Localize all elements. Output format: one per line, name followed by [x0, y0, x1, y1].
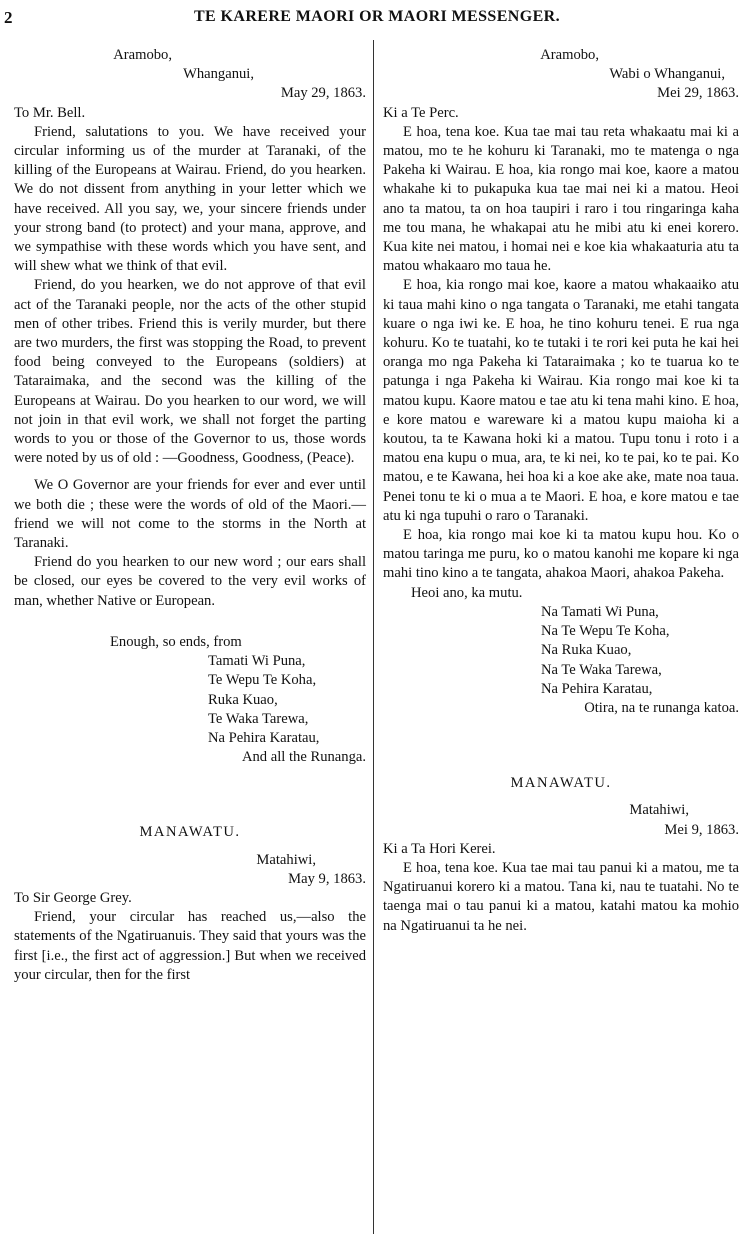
letter-paragraph: Friend, do you hearken, we do not approve of that evil act of the Taranaki people, nor the acts of the other stupid men of other tribes. Friend this is verily murder, but there are two murders, the first was stopping the Road, to prevent food being conveyed to the Europeans (soldiers) at Tataraimaka, and the second was the killing of the Europeans at Wairau. Do you hearken to our word, we will not join in that evil work, we shall not forget the parting words to you or those of the Governor to us, those words were noted by us of old : —Goodness, Goodness, (Peace). [14, 277, 366, 467]
letter-paragraph: E hoa, tena koe. Kua tae mai tau reta whakaatu mai ki a matou, mo te he kohuru ki Taranaki, mo te matenga o nga Pakeha ki Wairau. E hoa, kia rongo mai koe, kaore a matou whakahe ki to pukapuka kua tae mai nei ki a matou. Heoi ano ta matou, ta on hoa taupiri i raro i tou ringaringa kaha me tou mana, he whakapai atu he mibi atu ki enei korero. Kua kite nei matou, i homai nei e koe kia whakaaturia atu ta matou whakaaro mo taua he. [383, 123, 739, 275]
letter-closing: Enough, so ends, from [110, 633, 242, 650]
letter-place-line-2: Wabi o Whanganui, [609, 66, 725, 83]
english-column [14, 46, 366, 985]
letter-place: Matahiwi, [256, 851, 316, 868]
letter-salutation: Ki a Ta Hori Kerei. [383, 840, 496, 857]
letter-paragraph: E hoa, kia rongo mai koe ki ta matou kupu hou. Ko o matou taringa me puru, ko o matou kanohi me kopare ki nga mahi tino kino a te tangata, ahakoa Maori, ahakoa Pakeha. [383, 527, 739, 582]
maori-column [383, 46, 739, 936]
page-number: 2 [4, 8, 13, 27]
signatory: Te Wepu Te Koha, [208, 672, 317, 689]
letter-place-line-2: Whanganui, [183, 66, 254, 83]
signatory: Ruka Kuao, [208, 691, 278, 708]
letter-salutation: Ki a Te Perc. [383, 104, 459, 121]
letter-place-line-1: Aramobo, [540, 47, 599, 63]
letter-paragraph: E hoa, tena koe. Kua tae mai tau panui ki a matou, me ta Ngatiruanui korero ki a matou. Tana ki, nau te tuatahi. No te taenga mai o tau panui ki a matou, katahi matou ka mohio na Ngatiruanui ta he nei. [383, 859, 739, 934]
signatory: Na Tamati Wi Puna, [541, 603, 659, 620]
letter-paragraph: Friend, salutations to you. We have received your circular informing us of the murder at Taranaki, of the killing of the Europeans at Wairau. Friend, do you hearken. We do not dissent from anything in your letter which we have received. All you say, we, your sincere friends under your strong band (to protect) and your mana, approve, and we sympathise with these words which you have sent, and will shew what we think of that evil. [14, 123, 366, 275]
signatory: Na Te Wepu Te Koha, [541, 623, 670, 640]
letter-place: Matahiwi, [629, 802, 689, 819]
letter-salutation: To Mr. Bell. [14, 104, 86, 121]
section-heading: MANAWATU. [139, 824, 241, 841]
page-header [0, 4, 754, 34]
signatory: Na Pehira Karatau, [208, 729, 320, 746]
signatory-runanga: And all the Runanga. [241, 749, 366, 766]
signatory-runanga: Otira, na te runanga katoa. [584, 699, 739, 716]
section-heading: MANAWATU. [510, 775, 612, 792]
letter-paragraph: E hoa, kia rongo mai koe, kaore a matou whakaaiko atu ki taua mahi kino o nga tangata o Taranaki, me etahi tangata kuare o nga iwi ke. E hoa, he tino kohuru tenei. E rua nga kohuru. Ko te tuatahi, ko te tutaki i te rori kei puta he kai hei oranga mo nga Pakeha ki Tataraimaka ; ko te tuarua ko te patunga i nga Pakeha ki Wairau. Kia rongo mai koe ki ta matou kupu. Kaore matou e tae atu ki tena mahi kino. E hoa, e kore matou e wareware ki a matou kupu maioha ki a koutou, ta te Kawana hoki ki a matou. Tupu tonu i roto i a matou ena kupu o mua, ara, te ki nei, ko te pai, ko te pai. Ko matou, e te Kawana, hei hoa ki a koe ake ake, mate noa taua. Penei tonu te ki o mua a te Maori. E hoa, e kore matou e tae atu ki nga tupuhi o raro o Taranaki. [383, 277, 739, 524]
letter-paragraph: We O Governor are your friends for ever and ever until we both die ; these were the words of old of the Maori.—friend we will not come to the storms in the North at Taranaki. [14, 477, 366, 552]
letter-date: Mei 29, 1863. [657, 85, 739, 102]
signatory: Te Waka Tarewa, [208, 710, 309, 727]
letter-closing: Heoi ano, ka mutu. [411, 584, 523, 601]
newspaper-title: TE KARERE MAORI OR MAORI MESSENGER. [193, 8, 561, 25]
letter-place-line-1: Aramobo, [113, 47, 172, 63]
letter-date: May 9, 1863. [288, 870, 366, 887]
signatory: Tamati Wi Puna, [208, 653, 306, 670]
signatory: Na Pehira Karatau, [541, 680, 653, 697]
signatory: Na Te Waka Tarewa, [541, 661, 662, 678]
letter-salutation: To Sir George Grey. [14, 889, 132, 906]
letter-date: Mei 9, 1863. [664, 821, 739, 838]
letter-paragraph: Friend, your circular has reached us,—also the statements of the Ngatiruanuis. They said that yours was the first [i.e., the first act of aggression.] But when we received your circular, then for the first [14, 909, 366, 983]
letter-date: May 29, 1863. [280, 85, 366, 102]
signatory: Na Ruka Kuao, [541, 642, 632, 659]
column-divider [373, 40, 374, 1234]
letter-paragraph: Friend do you hearken to our new word ; our ears shall be closed, our eyes be covered to the very evil works of man, whether Native or European. [14, 554, 366, 609]
